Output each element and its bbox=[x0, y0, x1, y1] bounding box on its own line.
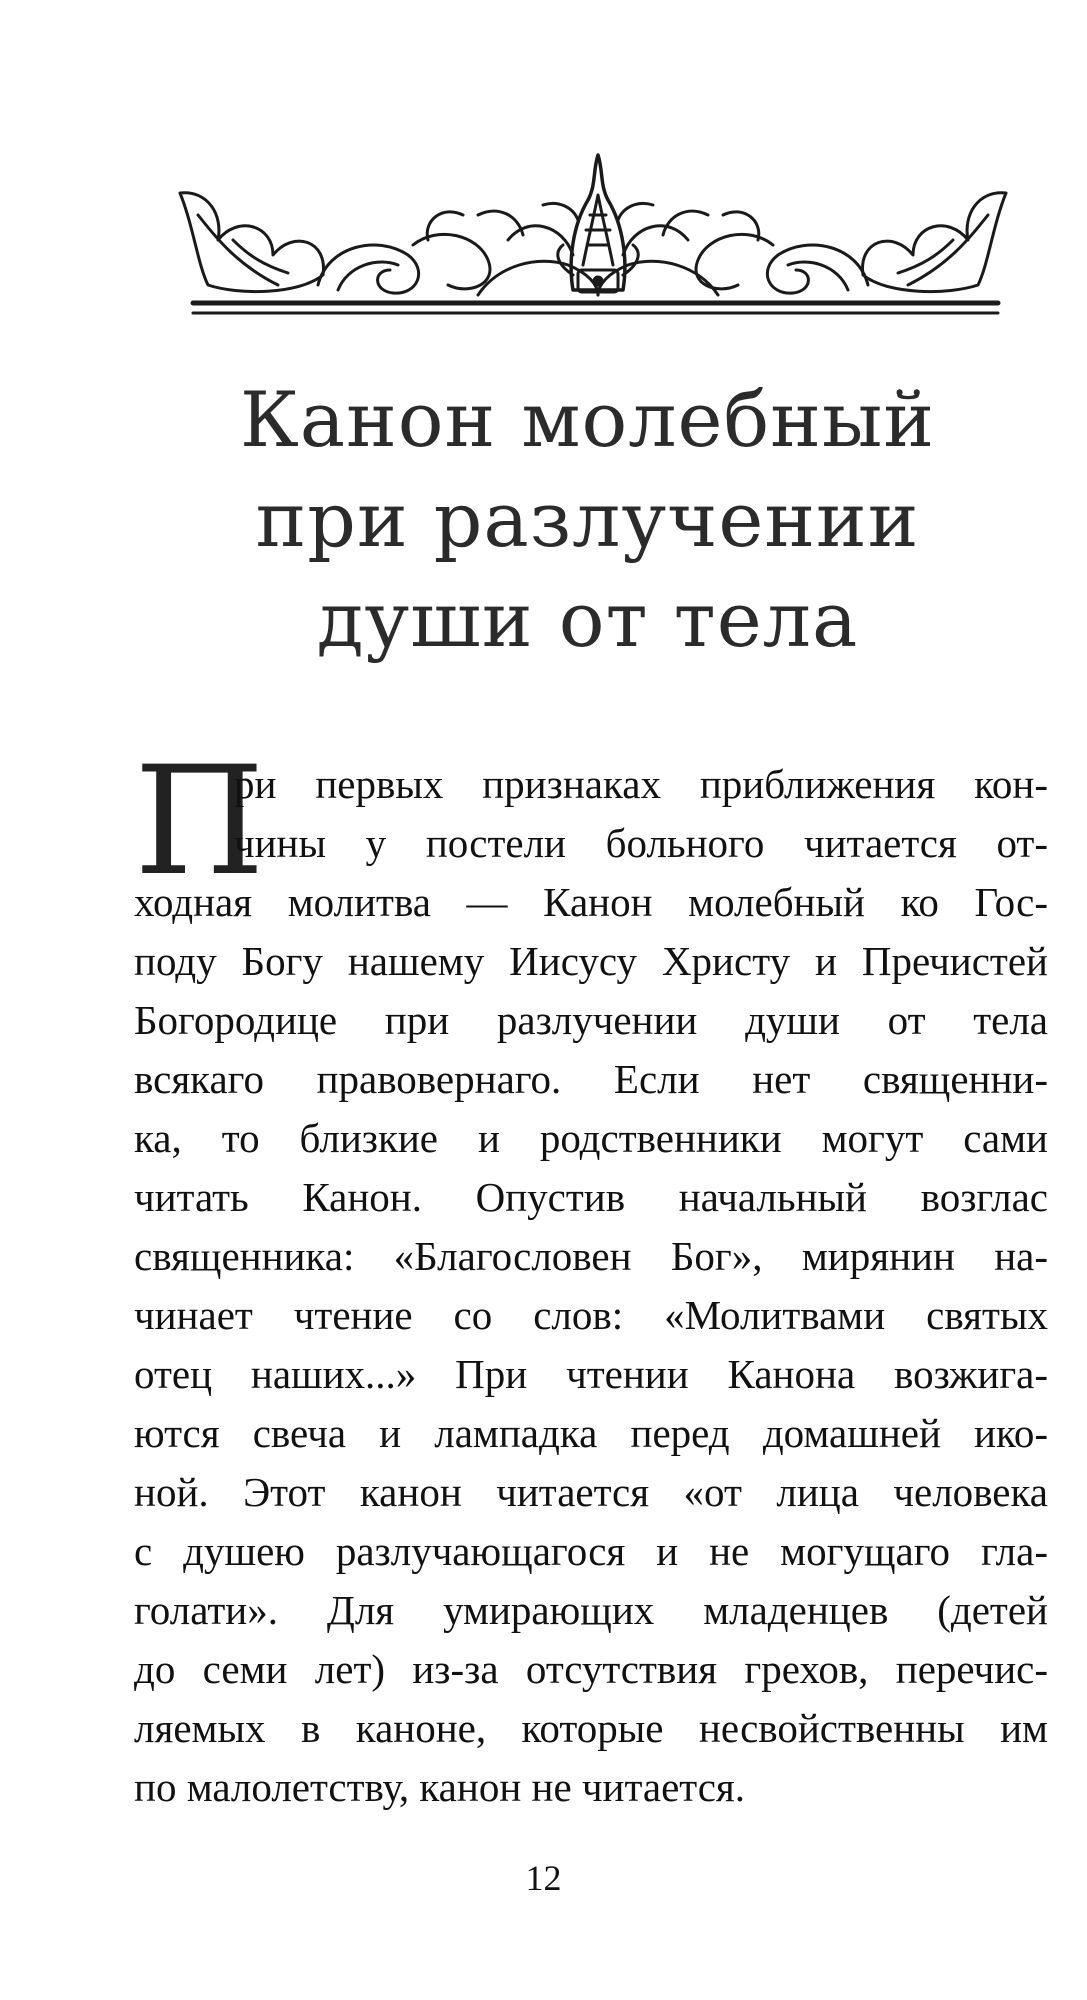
drop-cap: П bbox=[134, 735, 265, 909]
body-line: чинает чтение со слов: «Молитвами святых bbox=[134, 1292, 1048, 1338]
title-line-2: при разлучении bbox=[255, 475, 920, 564]
title-line-3: души от тела bbox=[316, 575, 859, 664]
body-line: читать Канон. Опустив начальный возглас bbox=[134, 1174, 1048, 1220]
body-line: ходная молитва — Канон молебный ко Гос- bbox=[134, 879, 1048, 925]
body-line: чины у постели больного читается от- bbox=[234, 820, 1048, 866]
body-line: ной. Этот канон читается «от лица человека bbox=[134, 1469, 1048, 1515]
page-number: 12 bbox=[525, 1858, 562, 1898]
body-line: всякаго правовернаго. Если нет священни- bbox=[134, 1056, 1048, 1102]
body-line: с душею разлучающагося и не могущаго гла- bbox=[134, 1528, 1048, 1574]
body-line: ри первых признаках приближения кон- bbox=[234, 761, 1048, 807]
floral-headpiece-ornament-icon bbox=[178, 145, 1008, 320]
body-line: голати». Для умирающих младенцев (детей bbox=[134, 1587, 1048, 1633]
body-line: священника: «Благословен Бог», мирянин на- bbox=[134, 1233, 1048, 1279]
body-line: Богородице при разлучении души от тела bbox=[134, 997, 1048, 1043]
body-line: отец наших...» При чтении Канона возжига- bbox=[134, 1351, 1048, 1397]
body-line: ляемых в каноне, которые несвойственны им bbox=[134, 1705, 1048, 1751]
body-line: ются свеча и лампадка перед домашней ико- bbox=[134, 1410, 1048, 1456]
body-line: до семи лет) из-за отсутствия грехов, перечис- bbox=[134, 1646, 1048, 1692]
body-line: ка, то близкие и родственники могут сами bbox=[134, 1115, 1048, 1161]
chapter-title bbox=[160, 370, 1015, 670]
title-line-1: Канон молебный bbox=[239, 375, 936, 464]
body-line: поду Богу нашему Иисусу Христу и Пречистей bbox=[134, 938, 1048, 984]
body-line: по малолетству, канон не читается. bbox=[134, 1764, 745, 1810]
body-paragraph bbox=[134, 735, 1048, 1817]
